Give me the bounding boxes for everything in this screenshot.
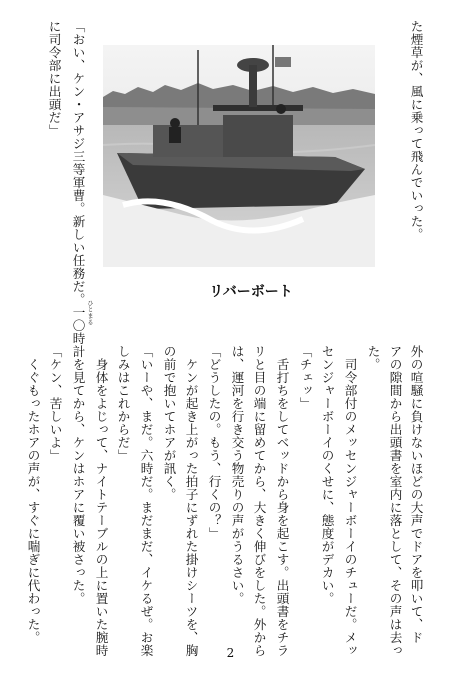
body-text-line: 「どうしたの。もう、行くの？」 bbox=[206, 345, 222, 540]
body-text-line: ケンが起き上がった拍子にずれた掛けシーツを、胸 bbox=[183, 345, 199, 657]
body-text-line: の前で抱いてホアが訊く。 bbox=[161, 345, 177, 501]
riverboat-photo bbox=[103, 45, 375, 267]
photo-caption: リバーボート bbox=[209, 284, 293, 300]
body-text-line: 外の喧騒に負けないほどの大声でドアを叩いて、ド bbox=[408, 345, 424, 644]
body-text-line: た。 bbox=[365, 345, 381, 371]
body-text-line: 身体をよじって、ナイトテーブルの上に置いた腕時 bbox=[93, 345, 109, 657]
body-text-line: 舌打ちをしてベッドから身を起こす。出頭書をチラ bbox=[274, 345, 290, 657]
body-text-line: た煙草が、風に乗って飛んでいった。 bbox=[408, 20, 424, 241]
body-text-line: センジャーボーイのくせに、態度がデカい。 bbox=[319, 345, 335, 605]
body-text-line: に司令部に出頭だ」 bbox=[46, 20, 62, 137]
page-number: 2 bbox=[226, 646, 235, 660]
body-text-line: 「ケン、苦しいよ」 bbox=[47, 345, 63, 462]
body-text-line: しみはこれからだ」 bbox=[115, 345, 131, 462]
body-text-line: 司令部付のメッセンジャーボーイのチューだ。メッ bbox=[342, 345, 358, 657]
body-text-line: アの隙間から出頭書を室内に落として、その声は去っ bbox=[387, 345, 403, 657]
body-text-line: リと目の端に留めてから、大きく伸びをした。外から bbox=[251, 345, 267, 657]
body-text-line: くぐもったホアの声が、すぐに喘ぎに代わった。 bbox=[25, 345, 41, 644]
body-text-line: 「チェッ」 bbox=[297, 345, 313, 410]
body-text-line: 計を見てから、ケンはホアに覆い被さった。 bbox=[70, 345, 86, 605]
ruby-annotation: ひとまる bbox=[86, 300, 93, 326]
body-text-line: 「いーや、まだ。六時だ。まだまだ、イケるぜ。お楽 bbox=[138, 345, 154, 657]
body-text-line: は、運河を行き交う物売りの声がうるさい。 bbox=[229, 345, 245, 605]
body-text-line: 「おい、ケン・アサジ三等軍曹。新しい任務だ。一〇時 bbox=[70, 20, 86, 345]
